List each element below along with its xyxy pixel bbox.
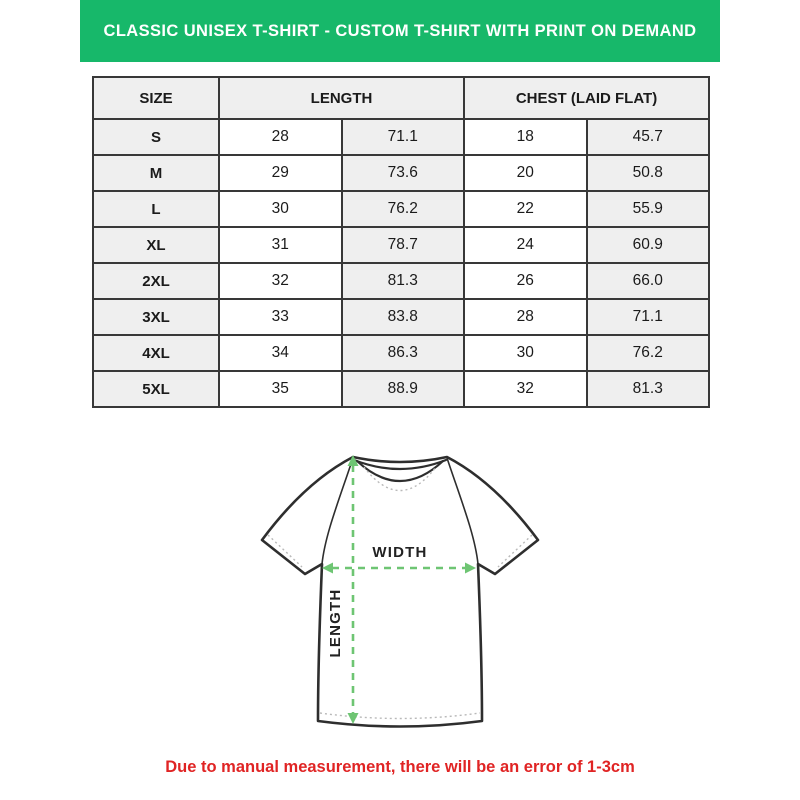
chest-cm-cell: 66.0	[587, 263, 710, 299]
chest-cm-cell: 45.7	[587, 119, 710, 155]
table-row	[93, 227, 709, 263]
table-row	[93, 371, 709, 407]
size-label: 4XL	[93, 335, 219, 371]
chest-cm-cell: 50.8	[587, 155, 710, 191]
table-row	[93, 119, 709, 155]
col-header-size: SIZE	[93, 77, 219, 119]
size-label: XL	[93, 227, 219, 263]
size-label: M	[93, 155, 219, 191]
chest-in-cell: 28	[464, 299, 587, 335]
size-label: 5XL	[93, 371, 219, 407]
tshirt-measurement-diagram	[228, 436, 572, 756]
size-table	[92, 76, 710, 408]
measurement-error-note: Due to manual measurement, there will be an error of 1-3cm	[165, 758, 635, 776]
length-in-cell: 33	[219, 299, 342, 335]
length-in-cell: 35	[219, 371, 342, 407]
size-label: L	[93, 191, 219, 227]
chest-cm-cell: 81.3	[587, 371, 710, 407]
table-row	[93, 299, 709, 335]
chest-in-cell: 32	[464, 371, 587, 407]
length-in-cell: 31	[219, 227, 342, 263]
tshirt-outline	[262, 457, 538, 727]
chest-cm-cell: 55.9	[587, 191, 710, 227]
chest-in-cell: 30	[464, 335, 587, 371]
table-row	[93, 263, 709, 299]
size-label: S	[93, 119, 219, 155]
length-in-cell: 34	[219, 335, 342, 371]
length-cm-cell: 76.2	[342, 191, 465, 227]
chest-in-cell: 22	[464, 191, 587, 227]
length-cm-cell: 71.1	[342, 119, 465, 155]
length-in-cell: 32	[219, 263, 342, 299]
length-cm-cell: 86.3	[342, 335, 465, 371]
chest-in-cell: 20	[464, 155, 587, 191]
chest-in-cell: 18	[464, 119, 587, 155]
length-cm-cell: 78.7	[342, 227, 465, 263]
chest-cm-cell: 60.9	[587, 227, 710, 263]
length-cm-cell: 88.9	[342, 371, 465, 407]
table-row	[93, 155, 709, 191]
length-cm-cell: 73.6	[342, 155, 465, 191]
size-label: 2XL	[93, 263, 219, 299]
chest-in-cell: 26	[464, 263, 587, 299]
length-in-cell: 30	[219, 191, 342, 227]
length-in-cell: 28	[219, 119, 342, 155]
title-banner	[80, 0, 720, 62]
size-label: 3XL	[93, 299, 219, 335]
table-row	[93, 191, 709, 227]
table-header-row	[93, 77, 709, 119]
length-cm-cell: 83.8	[342, 299, 465, 335]
length-label: LENGTH	[327, 588, 344, 658]
col-header-chest: CHEST (LAID FLAT)	[464, 77, 709, 119]
col-header-length: LENGTH	[219, 77, 464, 119]
chest-in-cell: 24	[464, 227, 587, 263]
length-in-cell: 29	[219, 155, 342, 191]
chest-cm-cell: 76.2	[587, 335, 710, 371]
width-label: WIDTH	[372, 544, 428, 561]
table-row	[93, 335, 709, 371]
page-title: CLASSIC UNISEX T-SHIRT - CUSTOM T-SHIRT WITH PRINT ON DEMAND	[103, 21, 697, 40]
chest-cm-cell: 71.1	[587, 299, 710, 335]
length-cm-cell: 81.3	[342, 263, 465, 299]
